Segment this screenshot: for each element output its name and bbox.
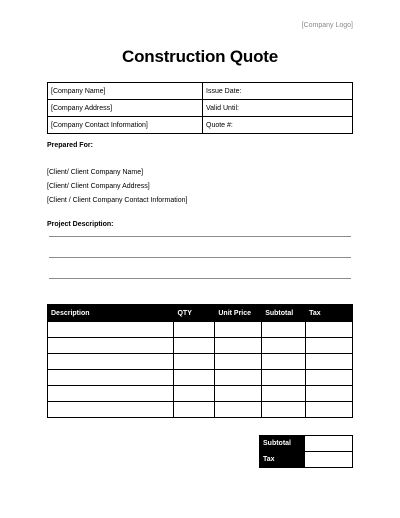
unit-price-cell[interactable] (215, 354, 262, 370)
tax-header: Tax (306, 305, 353, 322)
unit-price-cell[interactable] (215, 322, 262, 338)
company-name-field[interactable]: [Company Name] (48, 83, 203, 100)
subtotal-cell[interactable] (262, 354, 306, 370)
table-row (48, 322, 353, 338)
subtotal-header: Subtotal (262, 305, 306, 322)
prepared-for-label: Prepared For: (47, 142, 93, 149)
subtotal-cell[interactable] (262, 370, 306, 386)
company-logo-placeholder: [Company Logo] (301, 22, 353, 29)
company-info-row (48, 117, 353, 134)
unit-price-cell[interactable] (215, 338, 262, 354)
issue-date-field[interactable]: Issue Date: (203, 83, 353, 100)
company-contact-field[interactable]: [Company Contact Information] (48, 117, 203, 134)
description-header: Description (48, 305, 174, 322)
tax-cell[interactable] (306, 402, 353, 418)
unit-price-header: Unit Price (215, 305, 262, 322)
table-row (48, 402, 353, 418)
table-row (48, 370, 353, 386)
table-row (48, 338, 353, 354)
subtotal-cell[interactable] (262, 322, 306, 338)
line-items-table (47, 304, 353, 418)
client-address-line[interactable]: [Client/ Client Company Address] (47, 183, 150, 190)
client-contact-line[interactable]: [Client / Client Company Contact Information] (47, 197, 188, 204)
subtotal-cell[interactable] (262, 386, 306, 402)
qty-cell[interactable] (174, 338, 215, 354)
description-cell[interactable] (48, 322, 174, 338)
qty-cell[interactable] (174, 386, 215, 402)
totals-table (259, 435, 353, 468)
tax-total-value[interactable] (305, 452, 353, 468)
subtotal-cell[interactable] (262, 402, 306, 418)
subtotal-total-label: Subtotal (260, 436, 305, 452)
valid-until-field[interactable]: Valid Until: (203, 100, 353, 117)
description-cell[interactable] (48, 370, 174, 386)
company-info-table (47, 82, 353, 134)
tax-cell[interactable] (306, 370, 353, 386)
tax-cell[interactable] (306, 386, 353, 402)
unit-price-cell[interactable] (215, 402, 262, 418)
unit-price-cell[interactable] (215, 386, 262, 402)
project-description-label: Project Description: (47, 221, 114, 228)
subtotal-cell[interactable] (262, 338, 306, 354)
client-name-line[interactable]: [Client/ Client Company Name] (47, 169, 144, 176)
subtotal-row (260, 436, 353, 452)
document-title: Construction Quote (122, 47, 278, 66)
description-cell[interactable] (48, 338, 174, 354)
tax-cell[interactable] (306, 354, 353, 370)
description-cell[interactable] (48, 386, 174, 402)
qty-header: QTY (174, 305, 215, 322)
tax-cell[interactable] (306, 338, 353, 354)
company-address-field[interactable]: [Company Address] (48, 100, 203, 117)
table-row (48, 354, 353, 370)
qty-cell[interactable] (174, 370, 215, 386)
description-cell[interactable] (48, 402, 174, 418)
company-info-row (48, 100, 353, 117)
tax-row (260, 452, 353, 468)
project-description-line[interactable] (49, 278, 351, 279)
description-cell[interactable] (48, 354, 174, 370)
qty-cell[interactable] (174, 322, 215, 338)
table-row (48, 386, 353, 402)
line-items-header-row (48, 305, 353, 322)
qty-cell[interactable] (174, 402, 215, 418)
tax-total-label: Tax (260, 452, 305, 468)
tax-cell[interactable] (306, 322, 353, 338)
company-info-row (48, 83, 353, 100)
unit-price-cell[interactable] (215, 370, 262, 386)
subtotal-total-value[interactable] (305, 436, 353, 452)
project-description-line[interactable] (49, 257, 351, 258)
qty-cell[interactable] (174, 354, 215, 370)
project-description-line[interactable] (49, 236, 351, 237)
quote-number-field[interactable]: Quote #: (203, 117, 353, 134)
